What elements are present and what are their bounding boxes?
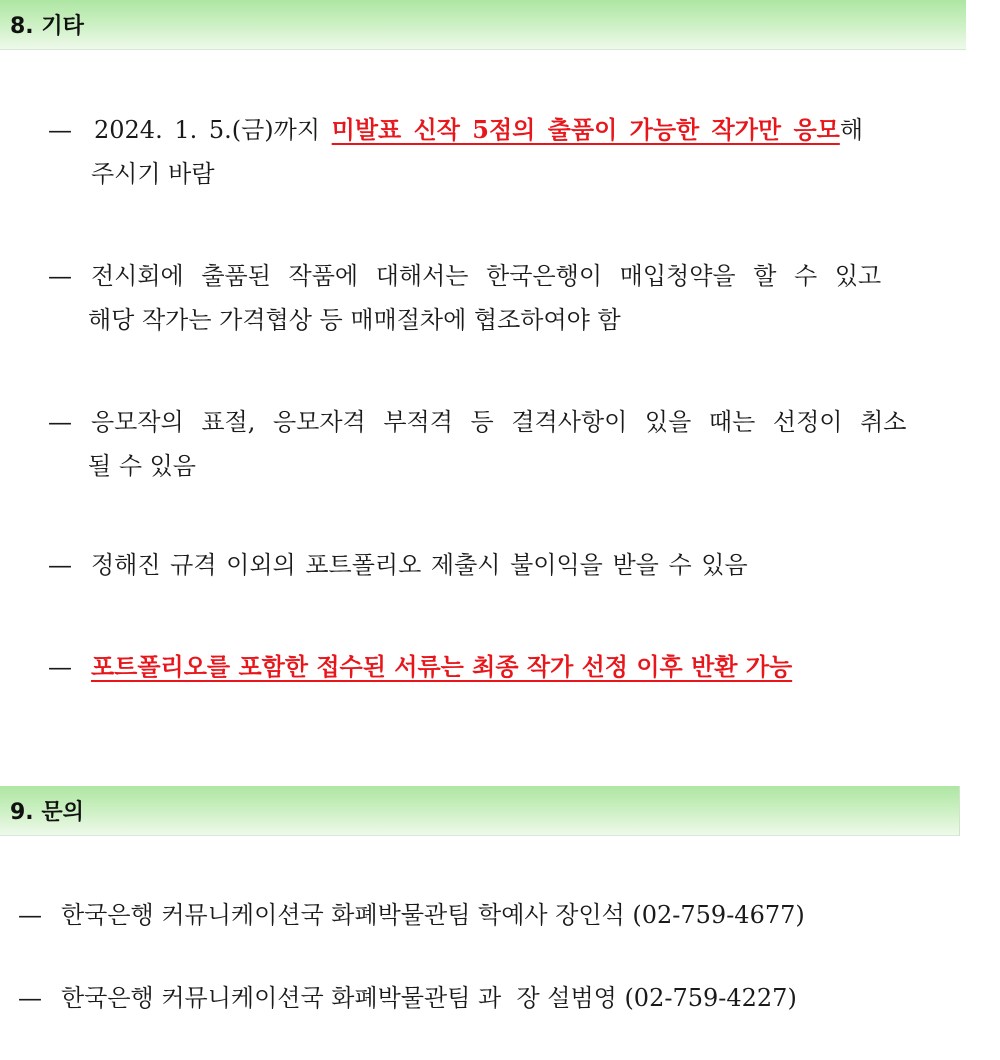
dash-bullet: — bbox=[48, 262, 72, 290]
list-item bbox=[48, 108, 963, 196]
item-text: 해당 작가는 가격협상 등 매매절차에 협조하여야 함 bbox=[88, 306, 621, 334]
list-item bbox=[48, 254, 963, 342]
item-text: 응모작의 표절, 응모자격 부적격 등 결격사항이 있을 때는 선정이 취소 bbox=[91, 408, 907, 436]
dash-bullet: — bbox=[48, 408, 72, 436]
section-title: 8. 기타 bbox=[10, 14, 84, 39]
contact-text: 한국은행 커뮤니케이션국 화폐박물관팀 과 장 설범영 (02-759-4227) bbox=[61, 984, 797, 1012]
dash-bullet: — bbox=[48, 653, 72, 681]
list-item bbox=[48, 543, 963, 587]
contact-item bbox=[18, 893, 805, 937]
emphasis-text: 미발표 신작 5점의 출품이 가능한 작가만 응모 bbox=[331, 115, 840, 144]
dash-bullet: — bbox=[48, 551, 72, 579]
item-line bbox=[48, 645, 963, 689]
list-item bbox=[48, 400, 963, 488]
emphasis-text: 포트폴리오를 포함한 접수된 서류는 최종 작가 선정 이후 반환 가능 bbox=[91, 652, 793, 681]
contact-text: 한국은행 커뮤니케이션국 화폐박물관팀 학예사 장인석 (02-759-4677) bbox=[61, 901, 805, 929]
item-text: 전시회에 출품된 작품에 대해서는 한국은행이 매입청약을 할 수 있고 bbox=[91, 262, 882, 290]
item-text: 정해진 규격 이외의 포트폴리오 제출시 불이익을 받을 수 있음 bbox=[91, 551, 748, 579]
dash-bullet: — bbox=[48, 116, 72, 144]
item-text: 될 수 있음 bbox=[88, 452, 196, 480]
item-text: 2024. 1. 5.(금)까지 bbox=[94, 116, 332, 144]
section-title: 9. 문의 bbox=[10, 800, 84, 825]
dash-bullet: — bbox=[18, 984, 42, 1012]
list-item bbox=[48, 645, 963, 689]
contact-item bbox=[18, 976, 797, 1020]
section-header-inquiry bbox=[0, 786, 960, 836]
item-line bbox=[48, 108, 963, 152]
section-header-etc bbox=[0, 0, 966, 50]
item-text: 주시기 바람 bbox=[91, 160, 215, 188]
dash-bullet: — bbox=[18, 901, 42, 929]
item-text: 해 bbox=[839, 116, 864, 144]
